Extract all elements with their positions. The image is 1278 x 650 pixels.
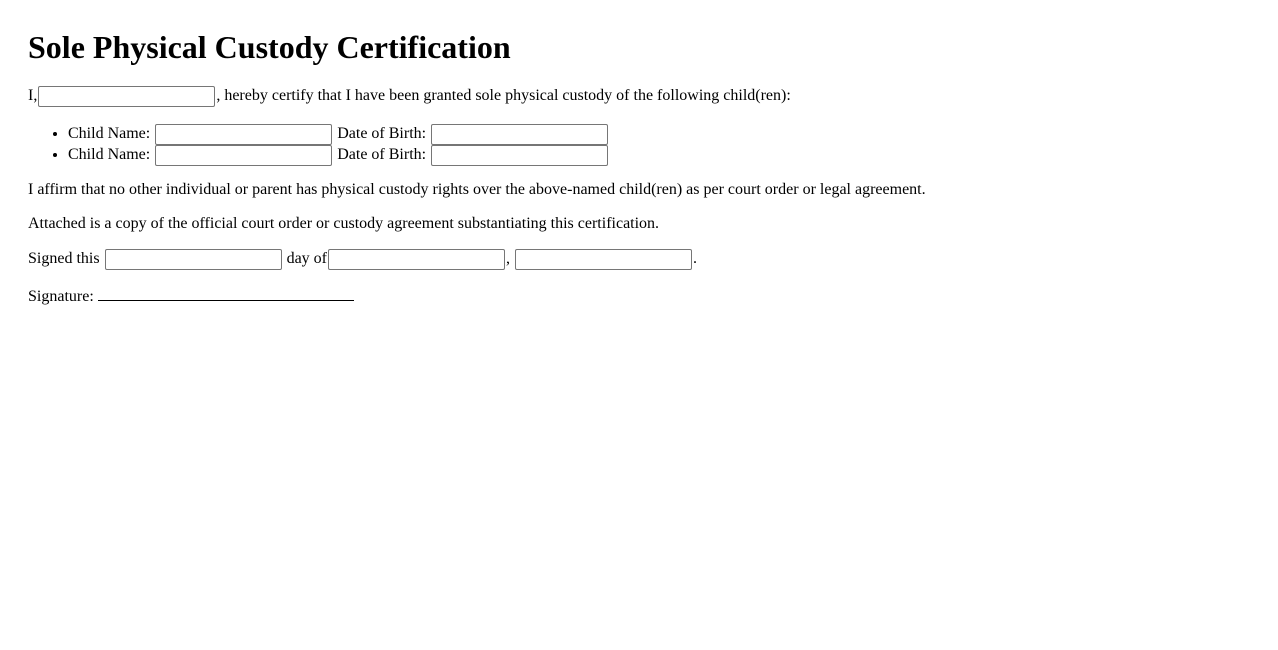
intro-suffix: , hereby certify that I have been granted sole physical custody of the following child(ren): [216, 87, 791, 105]
signed-year-input[interactable] [515, 249, 692, 270]
child-name-label: Child Name: [68, 146, 151, 163]
attachment-note: Attached is a copy of the official court order or custody agreement substantiating this certification. [28, 215, 660, 232]
signature-blank[interactable] [98, 286, 354, 301]
child-name-input[interactable] [155, 124, 332, 145]
signed-middle: day of [286, 250, 327, 268]
affirmation-statement: I affirm that no other individual or parent has physical custody rights over the above-named child(ren) as per court order or legal agreement. [28, 181, 926, 198]
child-name-input[interactable] [155, 145, 332, 166]
intro-prefix: I, [28, 87, 38, 105]
date-of-birth-input[interactable] [431, 124, 608, 145]
child-entry [68, 123, 1250, 144]
certification-form [0, 0, 1278, 306]
child-name-label: Child Name: [68, 125, 151, 142]
signature-label: Signature: [28, 288, 94, 305]
certifier-name-input[interactable] [38, 86, 215, 107]
page-title: Sole Physical Custody Certification [28, 29, 511, 65]
signed-date-line [28, 249, 1250, 270]
signed-month-input[interactable] [328, 249, 505, 270]
date-of-birth-input[interactable] [431, 145, 608, 166]
children-list [28, 123, 1250, 165]
child-entry [68, 144, 1250, 165]
intro-statement [28, 86, 1250, 107]
signed-comma: , [506, 250, 510, 268]
signed-end: . [693, 250, 697, 268]
date-of-birth-label: Date of Birth: [337, 125, 427, 142]
signature-line [28, 286, 1250, 306]
signed-prefix: Signed this [28, 250, 100, 268]
signed-day-input[interactable] [105, 249, 282, 270]
date-of-birth-label: Date of Birth: [337, 146, 427, 163]
